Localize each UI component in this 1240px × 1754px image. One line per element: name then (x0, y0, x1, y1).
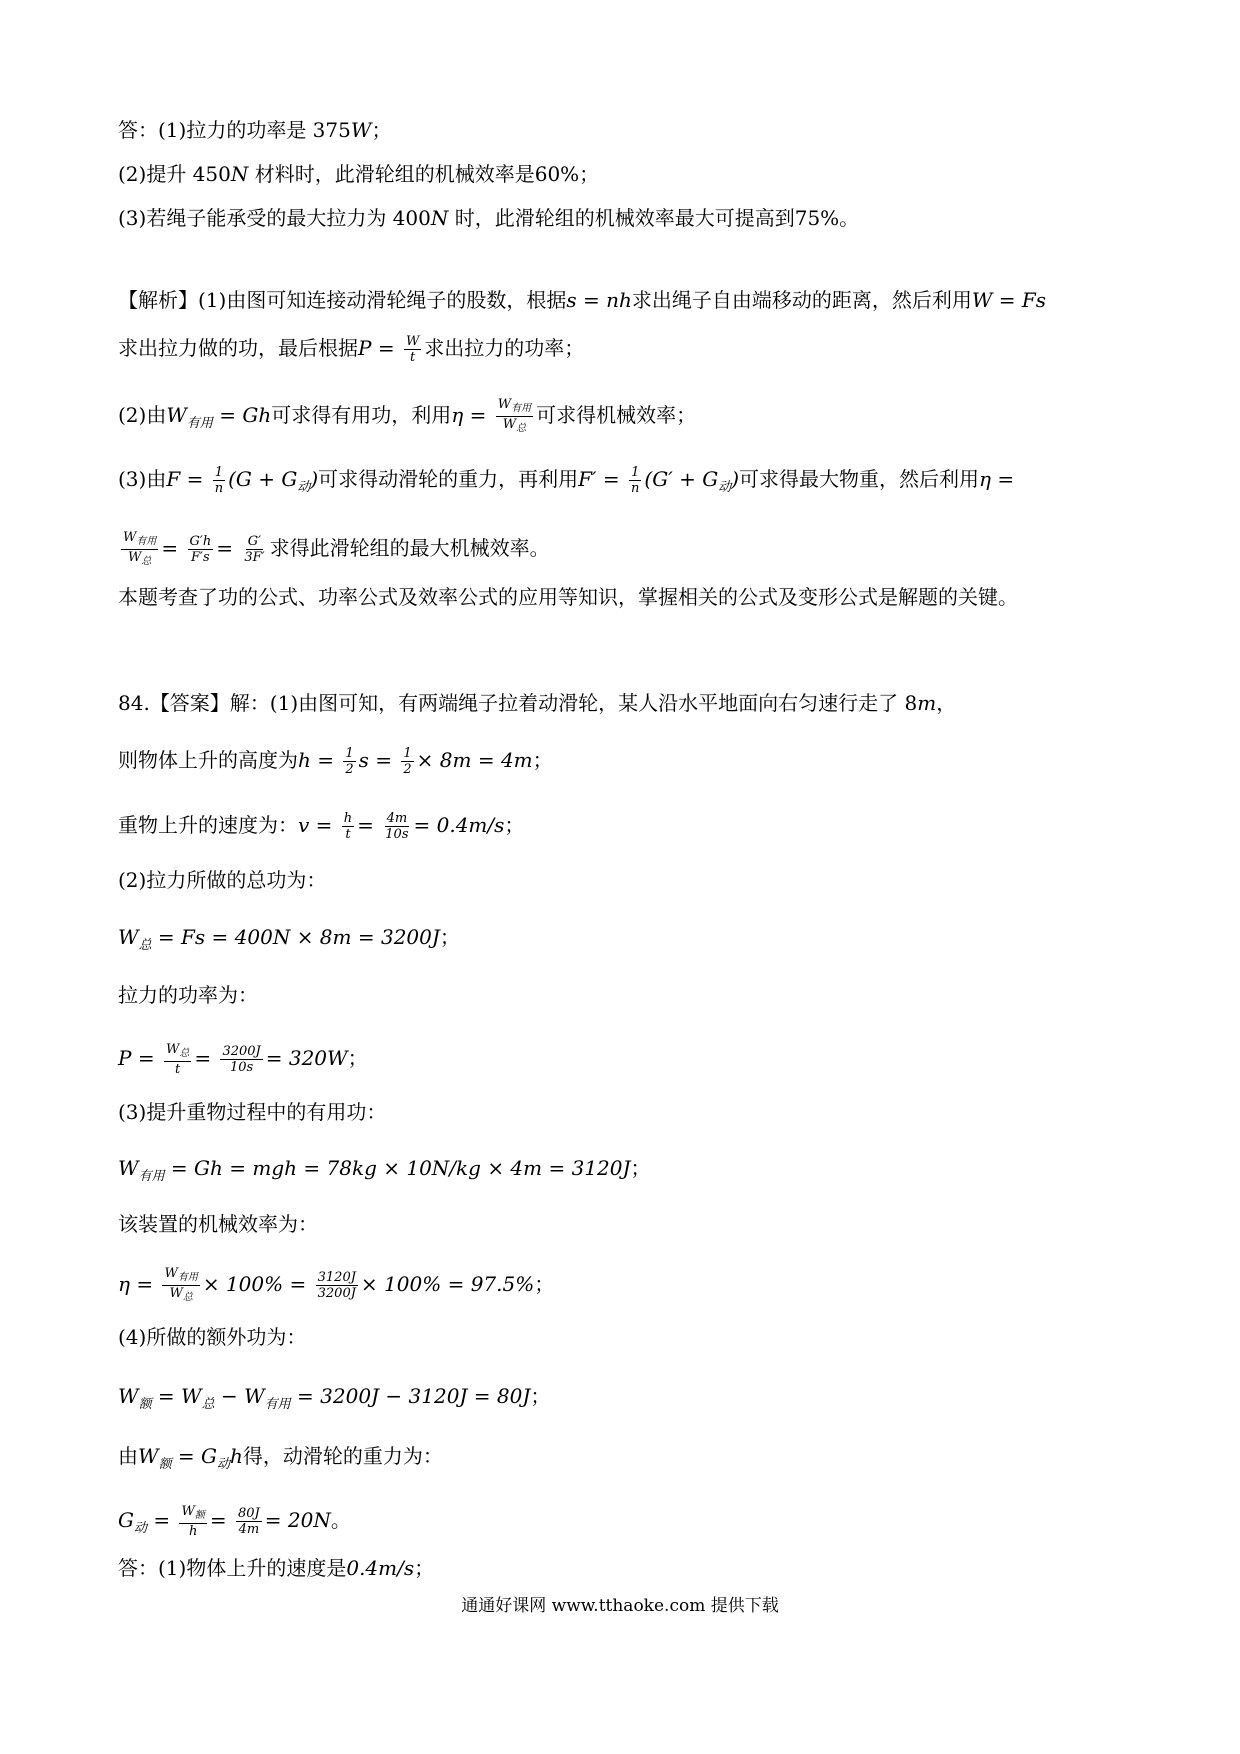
denominator: F′s (191, 550, 210, 565)
formula: F′ = (578, 467, 620, 491)
formula: = (357, 813, 374, 837)
formula: × 100% = 97.5% (360, 1272, 535, 1296)
formula: F = (166, 467, 204, 491)
fraction (164, 1042, 191, 1077)
formula: = (194, 1046, 212, 1070)
formula: P = (118, 1046, 155, 1070)
subscript: 有用 (264, 1397, 291, 1412)
numerator: 3120J (317, 1270, 356, 1285)
subscript: 有用 (177, 1272, 198, 1283)
subscript: 有用 (138, 1169, 165, 1184)
formula: = 20N (264, 1508, 331, 1532)
subscript: 总 (141, 556, 152, 567)
analysis-line-2 (118, 333, 584, 365)
numerator: G′ (247, 534, 262, 549)
numerator (496, 397, 533, 417)
numerator: 1 (403, 746, 412, 761)
denominator: 3F′ (244, 550, 265, 565)
formula: G (118, 1508, 134, 1532)
formula: s = (358, 748, 393, 772)
q84-line-2 (118, 745, 553, 777)
numerator: 4m (386, 811, 408, 826)
subscript: 有用 (136, 536, 157, 547)
numerator (121, 530, 158, 550)
text: ； (347, 1046, 368, 1070)
subscript: 额 (194, 1510, 205, 1521)
fraction (162, 1266, 199, 1305)
numerator: 1 (345, 746, 354, 761)
formula: h = (298, 748, 334, 772)
unit: m (917, 691, 937, 715)
text: 由 (118, 1444, 138, 1468)
formula: P = (358, 336, 395, 360)
formula: h (230, 1444, 243, 1468)
subscript: 动 (133, 1521, 147, 1536)
text: ； (414, 1556, 435, 1580)
symbol: W (128, 550, 142, 565)
text: 求出拉力的功率； (424, 336, 585, 360)
formula: W (166, 403, 187, 427)
subscript: 动 (718, 480, 732, 495)
numerator (179, 1504, 206, 1524)
formula: = Gh (212, 403, 272, 427)
denominator: n (631, 481, 640, 496)
fraction (188, 534, 214, 565)
q84-line-1 (118, 688, 956, 718)
formula: W = Fs (971, 288, 1047, 312)
text: ； (504, 813, 525, 837)
formula: ) (310, 467, 319, 491)
fraction (316, 1270, 358, 1301)
q84-line-11 (118, 1266, 554, 1305)
text: (3)由 (118, 467, 167, 491)
q84-line-3 (118, 810, 524, 842)
numerator: W (405, 334, 420, 349)
formula: W (118, 925, 139, 949)
fraction (179, 1504, 206, 1539)
fraction (236, 1506, 262, 1537)
analysis-line-3 (118, 397, 696, 439)
text: 时，此滑轮组的机械效率最大可提高到75%。 (448, 206, 860, 230)
denominator: 10s (385, 827, 409, 842)
numerator: 1 (214, 465, 224, 480)
formula: W (138, 1444, 159, 1468)
formula: × 100% = (202, 1272, 307, 1296)
q84-line-7 (118, 1042, 368, 1077)
numerator (162, 1266, 199, 1286)
denominator: n (214, 481, 224, 496)
text: ； (534, 1272, 555, 1296)
numerator: G′h (189, 534, 212, 549)
text: 答：(1)物体上升的速度是 (118, 1556, 347, 1580)
denominator: 3200J (317, 1286, 356, 1301)
q84-line-8: (3)提升重物过程中的有用功： (118, 1100, 387, 1124)
unit: N (430, 206, 449, 230)
formula: v = (298, 813, 333, 837)
formula: (G′ + G (644, 467, 719, 491)
symbol: W (169, 1286, 183, 1301)
analysis-line-5 (118, 530, 550, 569)
denominator: 2 (403, 762, 412, 777)
q84-line-9 (118, 1153, 651, 1192)
formula: W (118, 1384, 139, 1408)
denominator: 4m (238, 1522, 260, 1537)
q84-line-5 (118, 922, 460, 961)
subscript: 额 (158, 1457, 172, 1472)
formula: = (209, 1508, 227, 1532)
q84-line-14 (118, 1441, 443, 1480)
text: ； (630, 1156, 651, 1180)
text: 则物体上升的高度为 (118, 748, 298, 772)
text: (2)由 (118, 403, 167, 427)
formula: = 320W (265, 1046, 348, 1070)
q84-line-16 (118, 1553, 434, 1583)
fraction (121, 530, 158, 569)
formula: (G + G (228, 467, 298, 491)
fraction (342, 811, 354, 842)
text: 可求得有用功，利用 (271, 403, 452, 427)
formula: = (161, 536, 179, 560)
formula: × 8m = 4m (416, 748, 533, 772)
text: ； (371, 118, 392, 142)
formula: = (216, 536, 233, 560)
text: (2)提升 450 (118, 162, 231, 186)
fraction (383, 811, 410, 842)
unit: W (350, 118, 372, 142)
text: 求得此滑轮组的最大机械效率。 (269, 536, 550, 560)
text: 答：(1)拉力的功率是 375 (118, 118, 351, 142)
numerator: 1 (631, 465, 640, 480)
subscript: 有用 (511, 403, 532, 414)
text: 可求得动滑轮的重力，再利用 (318, 467, 579, 491)
unit: N (230, 162, 249, 186)
subscript: 动 (297, 480, 311, 495)
symbol: W (181, 1504, 195, 1519)
fraction (242, 534, 266, 565)
formula: − W (214, 1384, 265, 1408)
text: 求出拉力做的功，最后根据 (118, 336, 358, 360)
fraction (401, 746, 413, 777)
formula: η = (118, 1272, 154, 1296)
text: ； (439, 925, 460, 949)
subscript: 总 (179, 1048, 190, 1059)
fraction (629, 465, 641, 496)
q84-line-12: (4)所做的额外功为： (118, 1325, 307, 1349)
text: 材料时，此滑轮组的机械效率是60%； (248, 162, 600, 186)
analysis-line-4 (118, 464, 1014, 503)
numerator (164, 1042, 191, 1062)
formula: 0.4m/s (346, 1556, 415, 1580)
text: 重物上升的速度为： (118, 813, 298, 837)
subscript: 额 (138, 1397, 152, 1412)
fraction (213, 465, 225, 496)
text: 84.【答案】解：(1)由图可知，有两端绳子拉着动滑轮，某人沿水平地面向右匀速行走了 8 (118, 691, 918, 715)
formula: = Gh = mgh = 78kg × 10N/kg × 4m = 3120J (164, 1156, 631, 1180)
q84-line-13 (118, 1381, 550, 1420)
subscript: 有用 (186, 416, 213, 431)
q84-line-6: 拉力的功率为： (118, 983, 258, 1007)
symbol: W (165, 1042, 180, 1057)
fraction (220, 1044, 262, 1075)
numerator: 3200J (222, 1044, 261, 1059)
text: 。 (330, 1508, 351, 1532)
formula: W (118, 1156, 139, 1180)
symbol: W (497, 397, 512, 412)
text: 【解析】(1)由图可知连接动滑轮绳子的股数，根据 (118, 288, 567, 312)
numerator: 80J (237, 1506, 260, 1521)
subscript: 总 (516, 423, 527, 434)
prev-answer-2 (118, 159, 599, 189)
subscript: 动 (217, 1457, 231, 1472)
prev-answer-1 (118, 115, 391, 145)
subscript: 总 (182, 1292, 193, 1303)
analysis-line-6: 本题考查了功的公式、功率公式及效率公式的应用等知识，掌握相关的公式及变形公式是解题的关键。 (118, 585, 1018, 609)
symbol: W (123, 530, 137, 545)
numerator: h (343, 811, 353, 826)
text: ； (532, 748, 553, 772)
symbol: W (502, 417, 517, 432)
formula: = (147, 1508, 171, 1532)
page-footer: 通通好课网 www.tthaoke.com 提供下载 (461, 1596, 779, 1616)
formula: = G (171, 1444, 218, 1468)
denominator (126, 550, 153, 569)
text: (3)若绳子能承受的最大拉力为 400 (118, 206, 431, 230)
formula: = 0.4m/s (413, 813, 505, 837)
prev-answer-3 (118, 203, 859, 233)
formula: η = (979, 467, 1015, 491)
subscript: 总 (138, 938, 152, 953)
formula: = W (151, 1384, 202, 1408)
text: 求出绳子自由端移动的距离，然后利用 (631, 288, 972, 312)
denominator: 2 (345, 762, 354, 777)
q84-line-10: 该装置的机械效率为： (118, 1212, 318, 1236)
fraction (343, 746, 355, 777)
text: ， (936, 691, 957, 715)
denominator: t (345, 827, 351, 842)
symbol: W (164, 1266, 178, 1281)
text: ； (530, 1384, 551, 1408)
fraction (496, 397, 533, 436)
formula: = 3200J − 3120J = 80J (290, 1384, 531, 1408)
formula: η = (451, 403, 487, 427)
denominator: h (188, 1524, 198, 1539)
denominator: t (410, 350, 416, 365)
denominator (501, 417, 528, 436)
formula: s = nh (566, 288, 632, 312)
formula: ) (731, 467, 740, 491)
denominator (167, 1286, 194, 1305)
subscript: 总 (201, 1397, 215, 1412)
text: 得，动滑轮的重力为： (242, 1444, 443, 1468)
formula: = Fs = 400N × 8m = 3200J (151, 925, 440, 949)
q84-line-4: (2)拉力所做的总功为： (118, 868, 327, 892)
q84-line-15 (118, 1504, 351, 1544)
denominator: t (175, 1062, 181, 1077)
denominator: 10s (229, 1060, 254, 1075)
text: 可求得最大物重，然后利用 (739, 467, 980, 491)
analysis-line-1 (118, 285, 1046, 315)
fraction (404, 334, 421, 365)
text: 可求得机械效率； (536, 403, 697, 427)
